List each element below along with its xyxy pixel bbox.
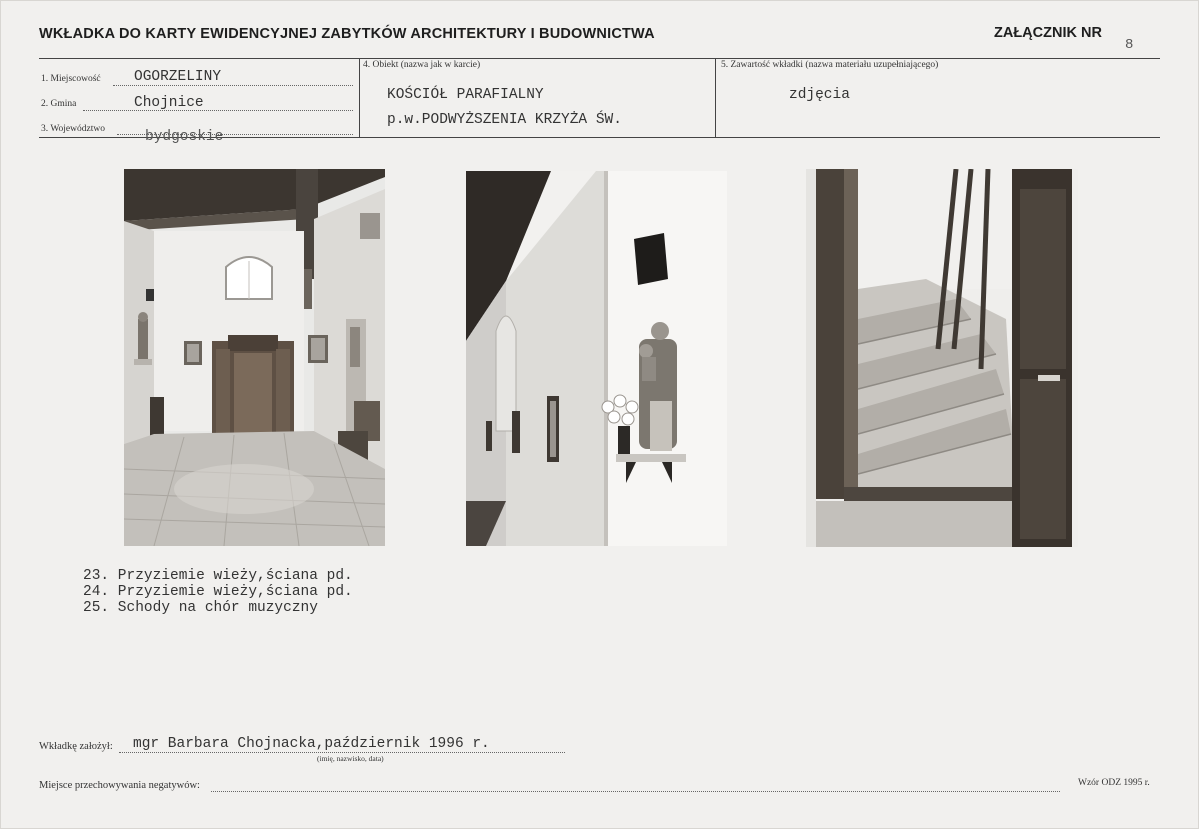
founder-hint: (imię, nazwisko, data) — [317, 754, 384, 763]
object-name-line2: p.w.PODWYŻSZENIA KRZYŻA ŚW. — [387, 112, 622, 128]
founder-value: mgr Barbara Chojnacka,październik 1996 r. — [133, 736, 490, 752]
caption-24: 24. Przyziemie wieży,ściana pd. — [83, 584, 353, 600]
photo-captions — [83, 568, 353, 616]
storage-dots — [211, 791, 1060, 792]
content-value: zdjęcia — [789, 87, 850, 103]
commune-value: Chojnice — [134, 95, 204, 111]
voivodeship-value: bydgoskie — [145, 129, 224, 145]
storage-label: Miejsce przechowywania negatywów: — [39, 780, 200, 791]
caption-23: 23. Przyziemie wieży,ściana pd. — [83, 568, 353, 584]
location-dots — [113, 85, 353, 86]
commune-dots — [83, 110, 353, 111]
caption-25: 25. Schody na chór muzyczny — [83, 600, 318, 616]
location-label: 1. Miejscowość — [41, 74, 101, 84]
form-version: Wzór ODZ 1995 r. — [1078, 778, 1150, 788]
header-divider-2 — [715, 58, 716, 138]
form-title: WKŁADKA DO KARTY EWIDENCYJNEJ ZABYTKÓW ARCHITEKTURY I BUDOWNICTWA — [39, 26, 655, 42]
photo-23-tower-interior — [124, 169, 385, 546]
content-label: 5. Zawartość wkładki (nazwa materiału uzupełniającego) — [721, 60, 939, 70]
commune-label: 2. Gmina — [41, 99, 77, 109]
founder-label: Wkładkę założył: — [39, 741, 113, 752]
object-name-line1: KOŚCIÓŁ PARAFIALNY — [387, 87, 544, 103]
header-top-rule — [39, 58, 1160, 59]
annex-label: ZAŁĄCZNIK NR — [994, 25, 1102, 41]
annex-number: 8 — [1125, 37, 1134, 53]
photo-25-staircase — [806, 169, 1078, 547]
voivodeship-label: 3. Województwo — [41, 124, 105, 134]
header-divider-1 — [359, 58, 360, 138]
founder-dots — [119, 752, 565, 753]
photo-24-wall-statue — [466, 171, 727, 546]
location-value: OGORZELINY — [134, 69, 222, 85]
object-label: 4. Obiekt (nazwa jak w karcie) — [363, 60, 481, 70]
